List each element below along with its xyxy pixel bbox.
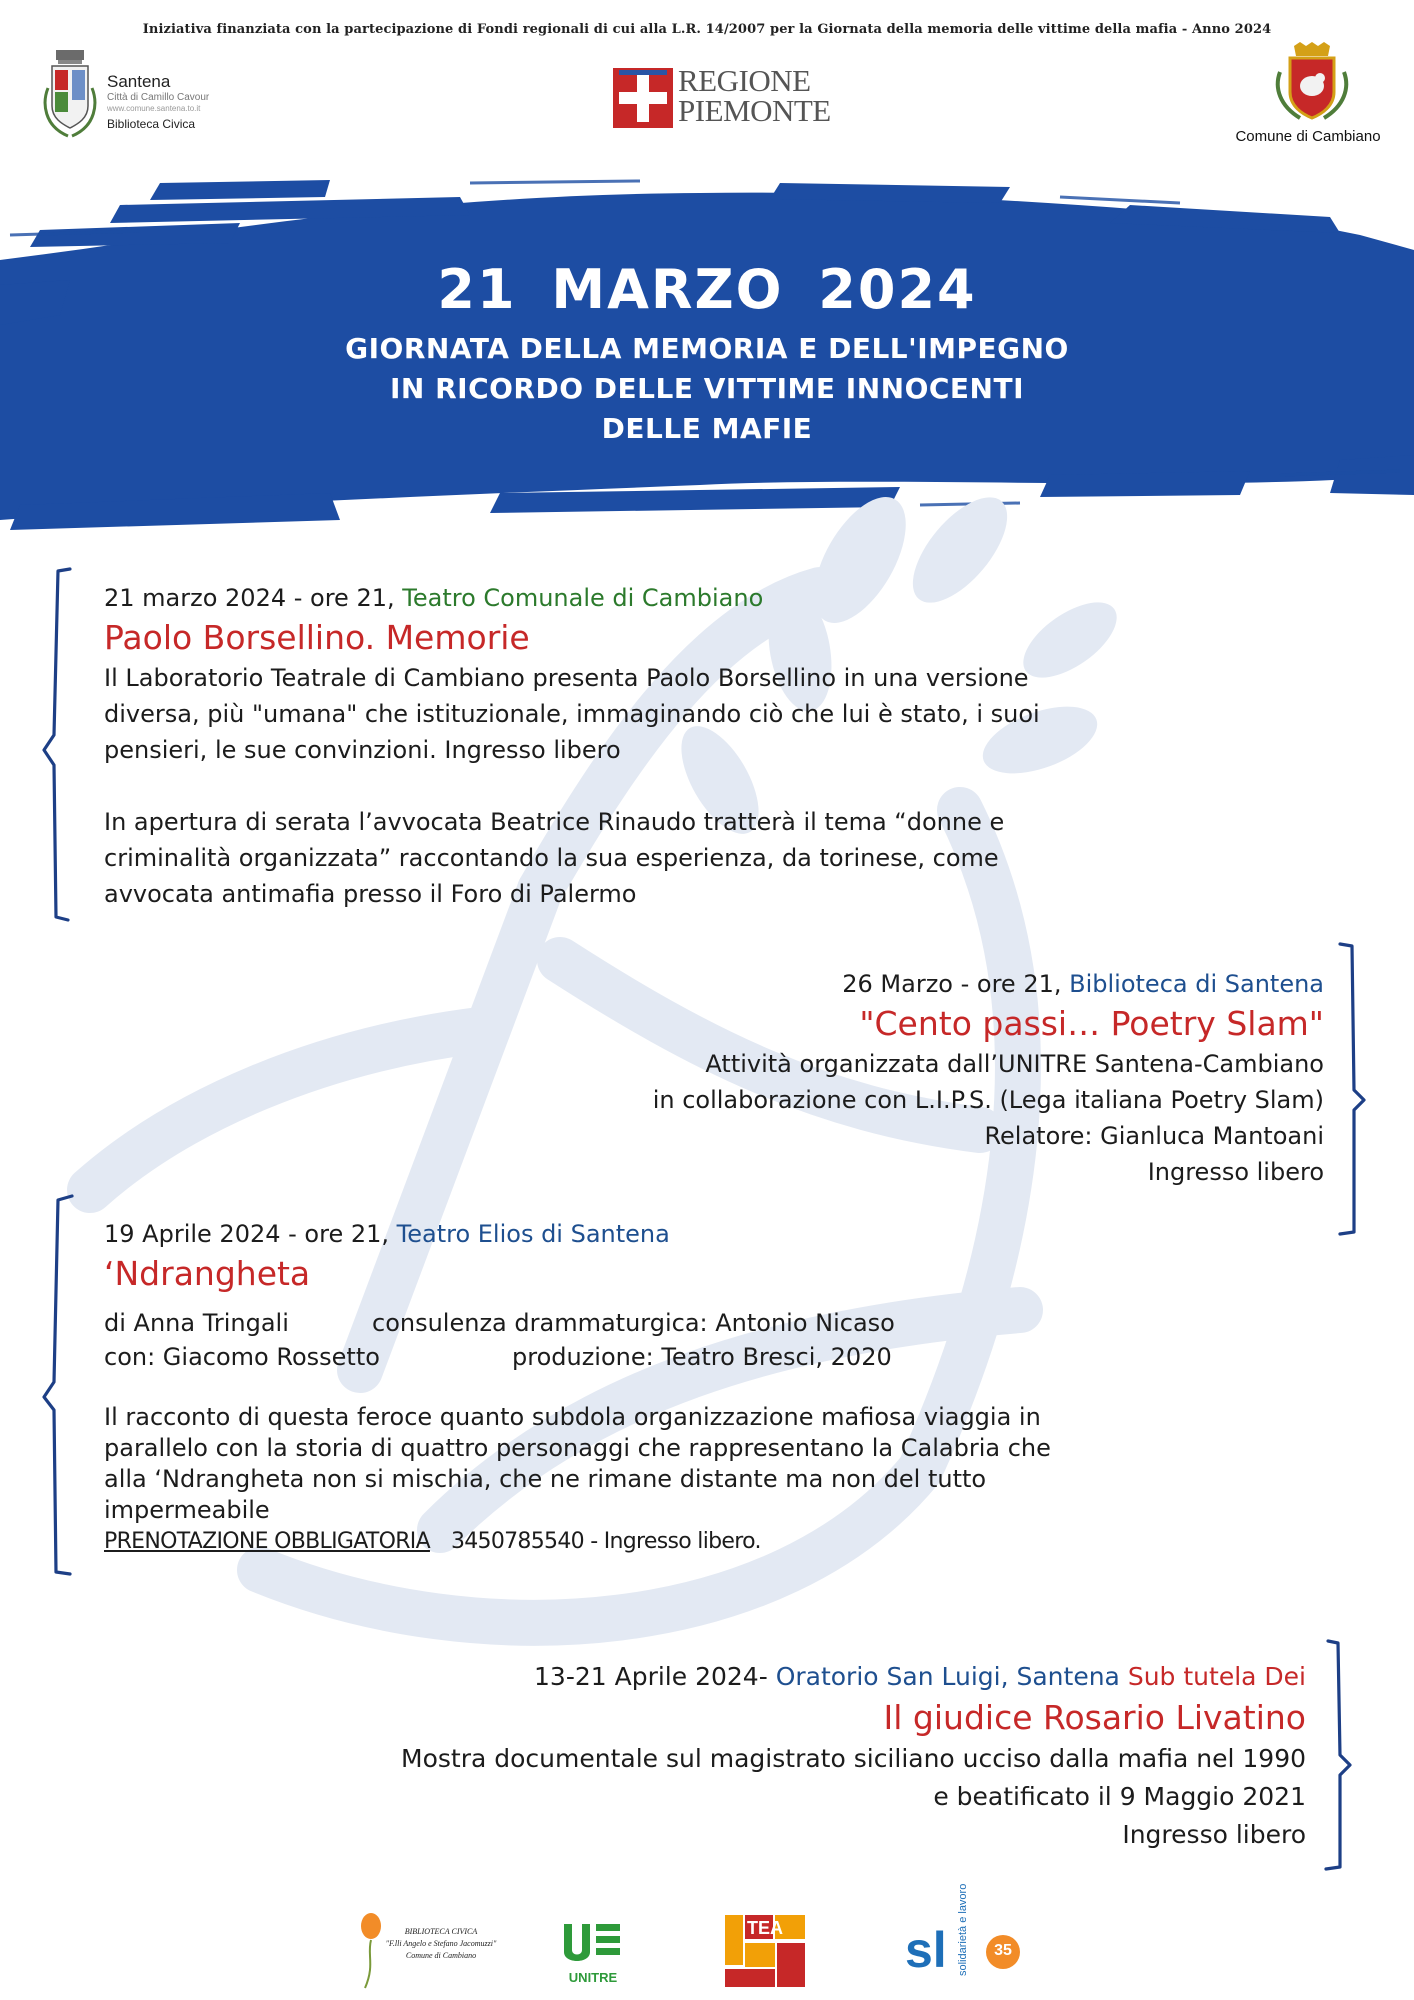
footer-biblioteca-line1: BIBLIOTECA CIVICA [404,1927,478,1936]
unitre-mark-icon [560,1922,626,1970]
footer-biblioteca-logo [355,1910,495,1990]
santena-name: Santena [107,72,171,91]
solidarieta-letters: sl [905,1922,947,1978]
santena-text-block [107,72,209,131]
banner-line2: IN RICORDO DELLE VITTIME INNOCENTI [389,372,1024,405]
event2-desc-line3: Relatore: Gianluca Mantoani [984,1122,1324,1150]
banner-date: 21 MARZO 2024 [437,258,977,321]
regione-flag-icon [613,68,673,128]
event2-bracket [1330,940,1370,1240]
event2-desc-line2: in collaborazione con L.I.P.S. (Lega italiana Poetry Slam) [652,1086,1324,1114]
footer-teatro-logo [725,1915,805,1987]
regione-line1: REGIONE [678,63,811,98]
event3 [104,1216,670,1296]
event2-date-line [400,966,1324,1002]
banner-line1: GIORNATA DELLA MEMORIA E DELL'IMPEGNO [345,332,1069,365]
event4-desc-line1: Mostra documentale sul magistrato siciliano ucciso dalla mafia nel 1990 [401,1744,1306,1773]
event1-date: 21 marzo 2024 - ore 21, [104,584,395,612]
event3-booking [104,1526,1051,1557]
event1-desc2-line3: avvocata antimafia presso il Foro di Palermo [104,880,637,908]
event3-venue: Teatro Elios di Santena [396,1220,670,1248]
event3-desc-line2: parallelo con la storia di quattro personaggi che rappresentano la Calabria che [104,1434,1051,1462]
event3-credits [104,1306,1064,1374]
event2-title: "Cento passi… Poetry Slam" [859,1004,1324,1043]
santena-website: www.comune.santena.to.it [107,104,201,113]
regione-line2: PIEMONTE [678,93,831,128]
event4-date: 13-21 Aprile 2024- [534,1662,768,1691]
regione-logo [613,68,673,132]
event3-desc [104,1402,1051,1557]
event4 [240,1658,1306,1854]
event4-bracket [1318,1637,1358,1877]
event3-title: ‘Ndrangheta [104,1254,311,1293]
cambiano-logo [1270,42,1354,128]
event4-desc-line2: e beatificato il 9 Maggio 2021 [933,1782,1306,1811]
event3-production: produzione: Teatro Bresci, 2020 [512,1343,892,1371]
funding-note: Iniziativa finanziata con la partecipazione di Fondi regionali di cui alla L.R. 14/2007 per la Giornata della memoria delle vittime della mafia - Anno 2024 [142,22,1272,37]
event1-title: Paolo Borsellino. Memorie [104,618,530,657]
santena-logo [40,48,100,144]
teatro-mark-text: TEA [747,1918,783,1938]
footer-solidarieta-logo [905,1883,1025,1984]
event2-desc-line1: Attività organizzata dall’UNITRE Santena-Cambiano [705,1050,1324,1078]
event3-date-line [104,1216,670,1252]
event2-desc-line4: Ingresso libero [1147,1158,1324,1186]
event1-desc-line2: diversa, più "umana" che istituzionale, immaginando ciò che lui è stato, i suoi [104,700,1040,728]
event4-motto: Sub tutela Dei [1127,1662,1306,1691]
event4-date-line [240,1658,1306,1696]
regione-text [678,63,831,128]
footer-unitre-logo [560,1922,626,1988]
event4-venue: Oratorio San Luigi, Santena [775,1662,1120,1691]
santena-library: Biblioteca Civica [107,117,196,131]
footer-biblioteca-line3: Comune di Cambiano [405,1951,477,1960]
event1-date-line [104,580,1040,616]
event3-booking-phone: 3450785540 - Ingresso libero. [450,1529,761,1554]
cambiano-label: Comune di Cambiano [1235,128,1381,145]
event1-bracket [40,565,80,925]
event3-date: 19 Aprile 2024 - ore 21, [104,1220,389,1248]
event1-desc2-line2: criminalità organizzata” raccontando la sua esperienza, da torinese, come [104,844,999,872]
event1 [104,580,1040,912]
event3-author: di Anna Tringali [104,1309,289,1337]
event4-title: Il giudice Rosario Livatino [883,1698,1306,1737]
event2-date: 26 Marzo - ore 21, [842,970,1062,998]
event3-consultant: consulenza drammaturgica: Antonio Nicaso [372,1309,895,1337]
santena-subtitle: Città di Camillo Cavour [107,92,210,103]
event3-desc-line4: impermeabile [104,1496,270,1524]
event1-venue: Teatro Comunale di Cambiano [402,584,764,612]
santena-crest-icon [40,48,100,144]
event2-venue: Biblioteca di Santena [1069,970,1324,998]
event3-bracket [40,1192,80,1582]
unitre-label: UNITRE [568,1970,618,1985]
event1-desc-line3: pensieri, le sue convinzioni. Ingresso libero [104,736,621,764]
banner-line3: DELLE MAFIE [601,412,813,445]
footer-biblioteca-line2: "F.lli Angelo e Stefano Jacomuzzi" [385,1939,497,1948]
solidarieta-label: solidarietà e lavoro [957,1883,969,1976]
solidarieta-number: 35 [994,1942,1012,1959]
event3-booking-label: PRENOTAZIONE OBBLIGATORIA [104,1529,430,1554]
event3-desc-line3: alla ‘Ndrangheta non si mischia, che ne rimane distante ma non del tutto [104,1465,987,1493]
cambiano-crest-icon [1270,42,1354,124]
event3-desc-line1: Il racconto di questa feroce quanto subdola organizzazione mafiosa viaggia in [104,1403,1041,1431]
event2 [400,966,1324,1190]
event1-desc-line1: Il Laboratorio Teatrale di Cambiano presenta Paolo Borsellino in una versione [104,664,1029,692]
event3-cast: con: Giacomo Rossetto [104,1343,380,1371]
event1-desc2-line1: In apertura di serata l’avvocata Beatrice Rinaudo tratterà il tema “donne e [104,808,1005,836]
event4-desc-line3: Ingresso libero [1122,1820,1306,1849]
